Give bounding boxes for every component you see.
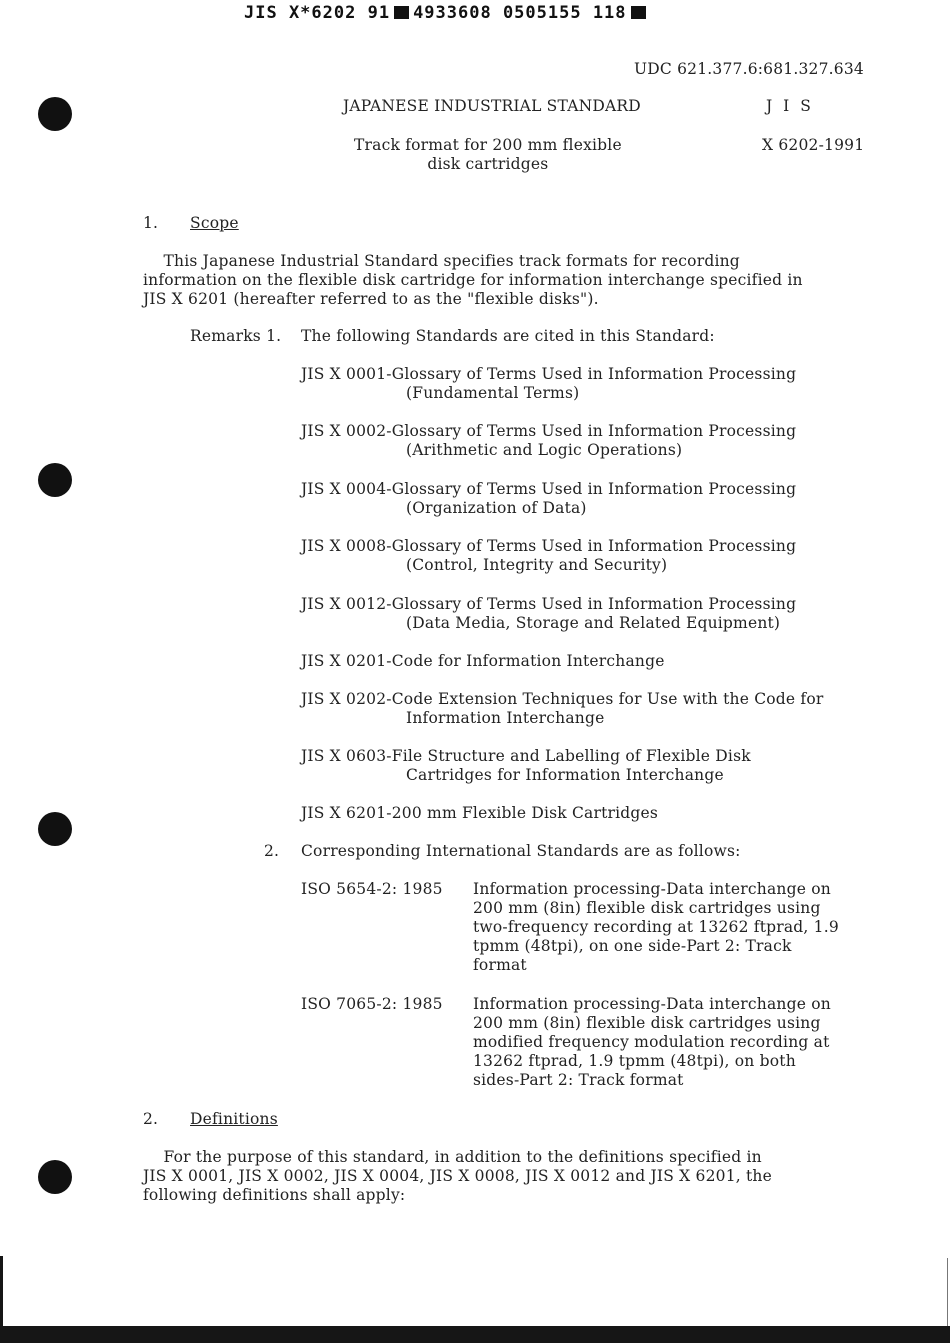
cited-standard: JIS X 0002-Glossary of Terms Used in Information Processing (Arithmetic and Logic Operations) — [301, 422, 797, 459]
standard-number: X 6202-1991 — [762, 136, 865, 154]
udc-code: UDC 621.377.6:681.327.634 — [634, 60, 864, 78]
cited-standard: JIS X 0012-Glossary of Terms Used in Information Processing (Data Media, Storage and Related Equipment) — [301, 595, 797, 632]
iso-description: Information processing-Data interchange on 200 mm (8in) flexible disk cartridges using two-frequency recording at 13262 ftprad, 1.9 tpmm (48tpi), on one side-Part 2: Track format — [473, 880, 839, 974]
iso-code: ISO 5654-2: 1985 — [301, 880, 443, 898]
section2-number: 2. — [143, 1110, 159, 1128]
cited-standard: JIS X 0603-File Structure and Labelling of Flexible Disk Cartridges for Information Interchange — [301, 747, 751, 784]
cited-standard: JIS X 0001-Glossary of Terms Used in Information Processing (Fundamental Terms) — [301, 365, 797, 402]
section2-heading: Definitions — [190, 1110, 278, 1128]
scan-edge-left — [0, 1256, 3, 1336]
remark-2-text: Corresponding International Standards are as follows: — [301, 842, 741, 860]
scan-header-number: 4933608 0505155 118 — [413, 3, 627, 23]
section1-number: 1. — [143, 214, 159, 232]
scan-block-mark — [631, 6, 646, 19]
scan-header-code: JIS X*6202 91 — [244, 3, 391, 23]
punch-hole — [38, 97, 72, 131]
cited-standard: JIS X 6201-200 mm Flexible Disk Cartridges — [301, 804, 659, 822]
cited-standard: JIS X 0008-Glossary of Terms Used in Information Processing (Control, Integrity and Security) — [301, 537, 797, 574]
scan-edge-right — [947, 1258, 948, 1328]
punch-hole — [38, 812, 72, 846]
remarks-label: Remarks 1. — [190, 327, 282, 345]
cited-standard: JIS X 0004-Glossary of Terms Used in Information Processing (Organization of Data) — [301, 480, 797, 517]
scan-header — [244, 4, 650, 23]
scan-block-mark — [394, 6, 409, 19]
punch-hole — [38, 463, 72, 497]
org-heading: JAPANESE INDUSTRIAL STANDARD — [343, 97, 641, 115]
remark-1-text: The following Standards are cited in this Standard: — [301, 327, 715, 345]
cited-standard: JIS X 0202-Code Extension Techniques for Use with the Code for Information Interchange — [301, 690, 824, 727]
section1-heading: Scope — [190, 214, 239, 232]
scan-edge-bottom — [0, 1326, 950, 1343]
iso-code: ISO 7065-2: 1985 — [301, 995, 443, 1013]
definitions-paragraph: For the purpose of this standard, in addition to the definitions specified in JIS X 0001, JIS X 0002, JIS X 0004, JIS X 0008, JIS X 0012 and JIS X 6201, the following definitions shall apply: — [143, 1148, 772, 1204]
punch-hole — [38, 1160, 72, 1194]
remark-2-number: 2. — [264, 842, 280, 860]
document-title: Track format for 200 mm flexible disk cartridges — [354, 136, 622, 173]
jis-mark: J I S — [766, 97, 814, 115]
cited-standard: JIS X 0201-Code for Information Interchange — [301, 652, 665, 670]
scope-paragraph: This Japanese Industrial Standard specifies track formats for recording information on the flexible disk cartridge for information interchange specified in JIS X 6201 (hereafter referred to as the "flexible disks"). — [143, 252, 803, 308]
iso-description: Information processing-Data interchange on 200 mm (8in) flexible disk cartridges using modified frequency modulation recording at 13262 ftprad, 1.9 tpmm (48tpi), on both sides-Part 2: Track format — [473, 995, 831, 1089]
